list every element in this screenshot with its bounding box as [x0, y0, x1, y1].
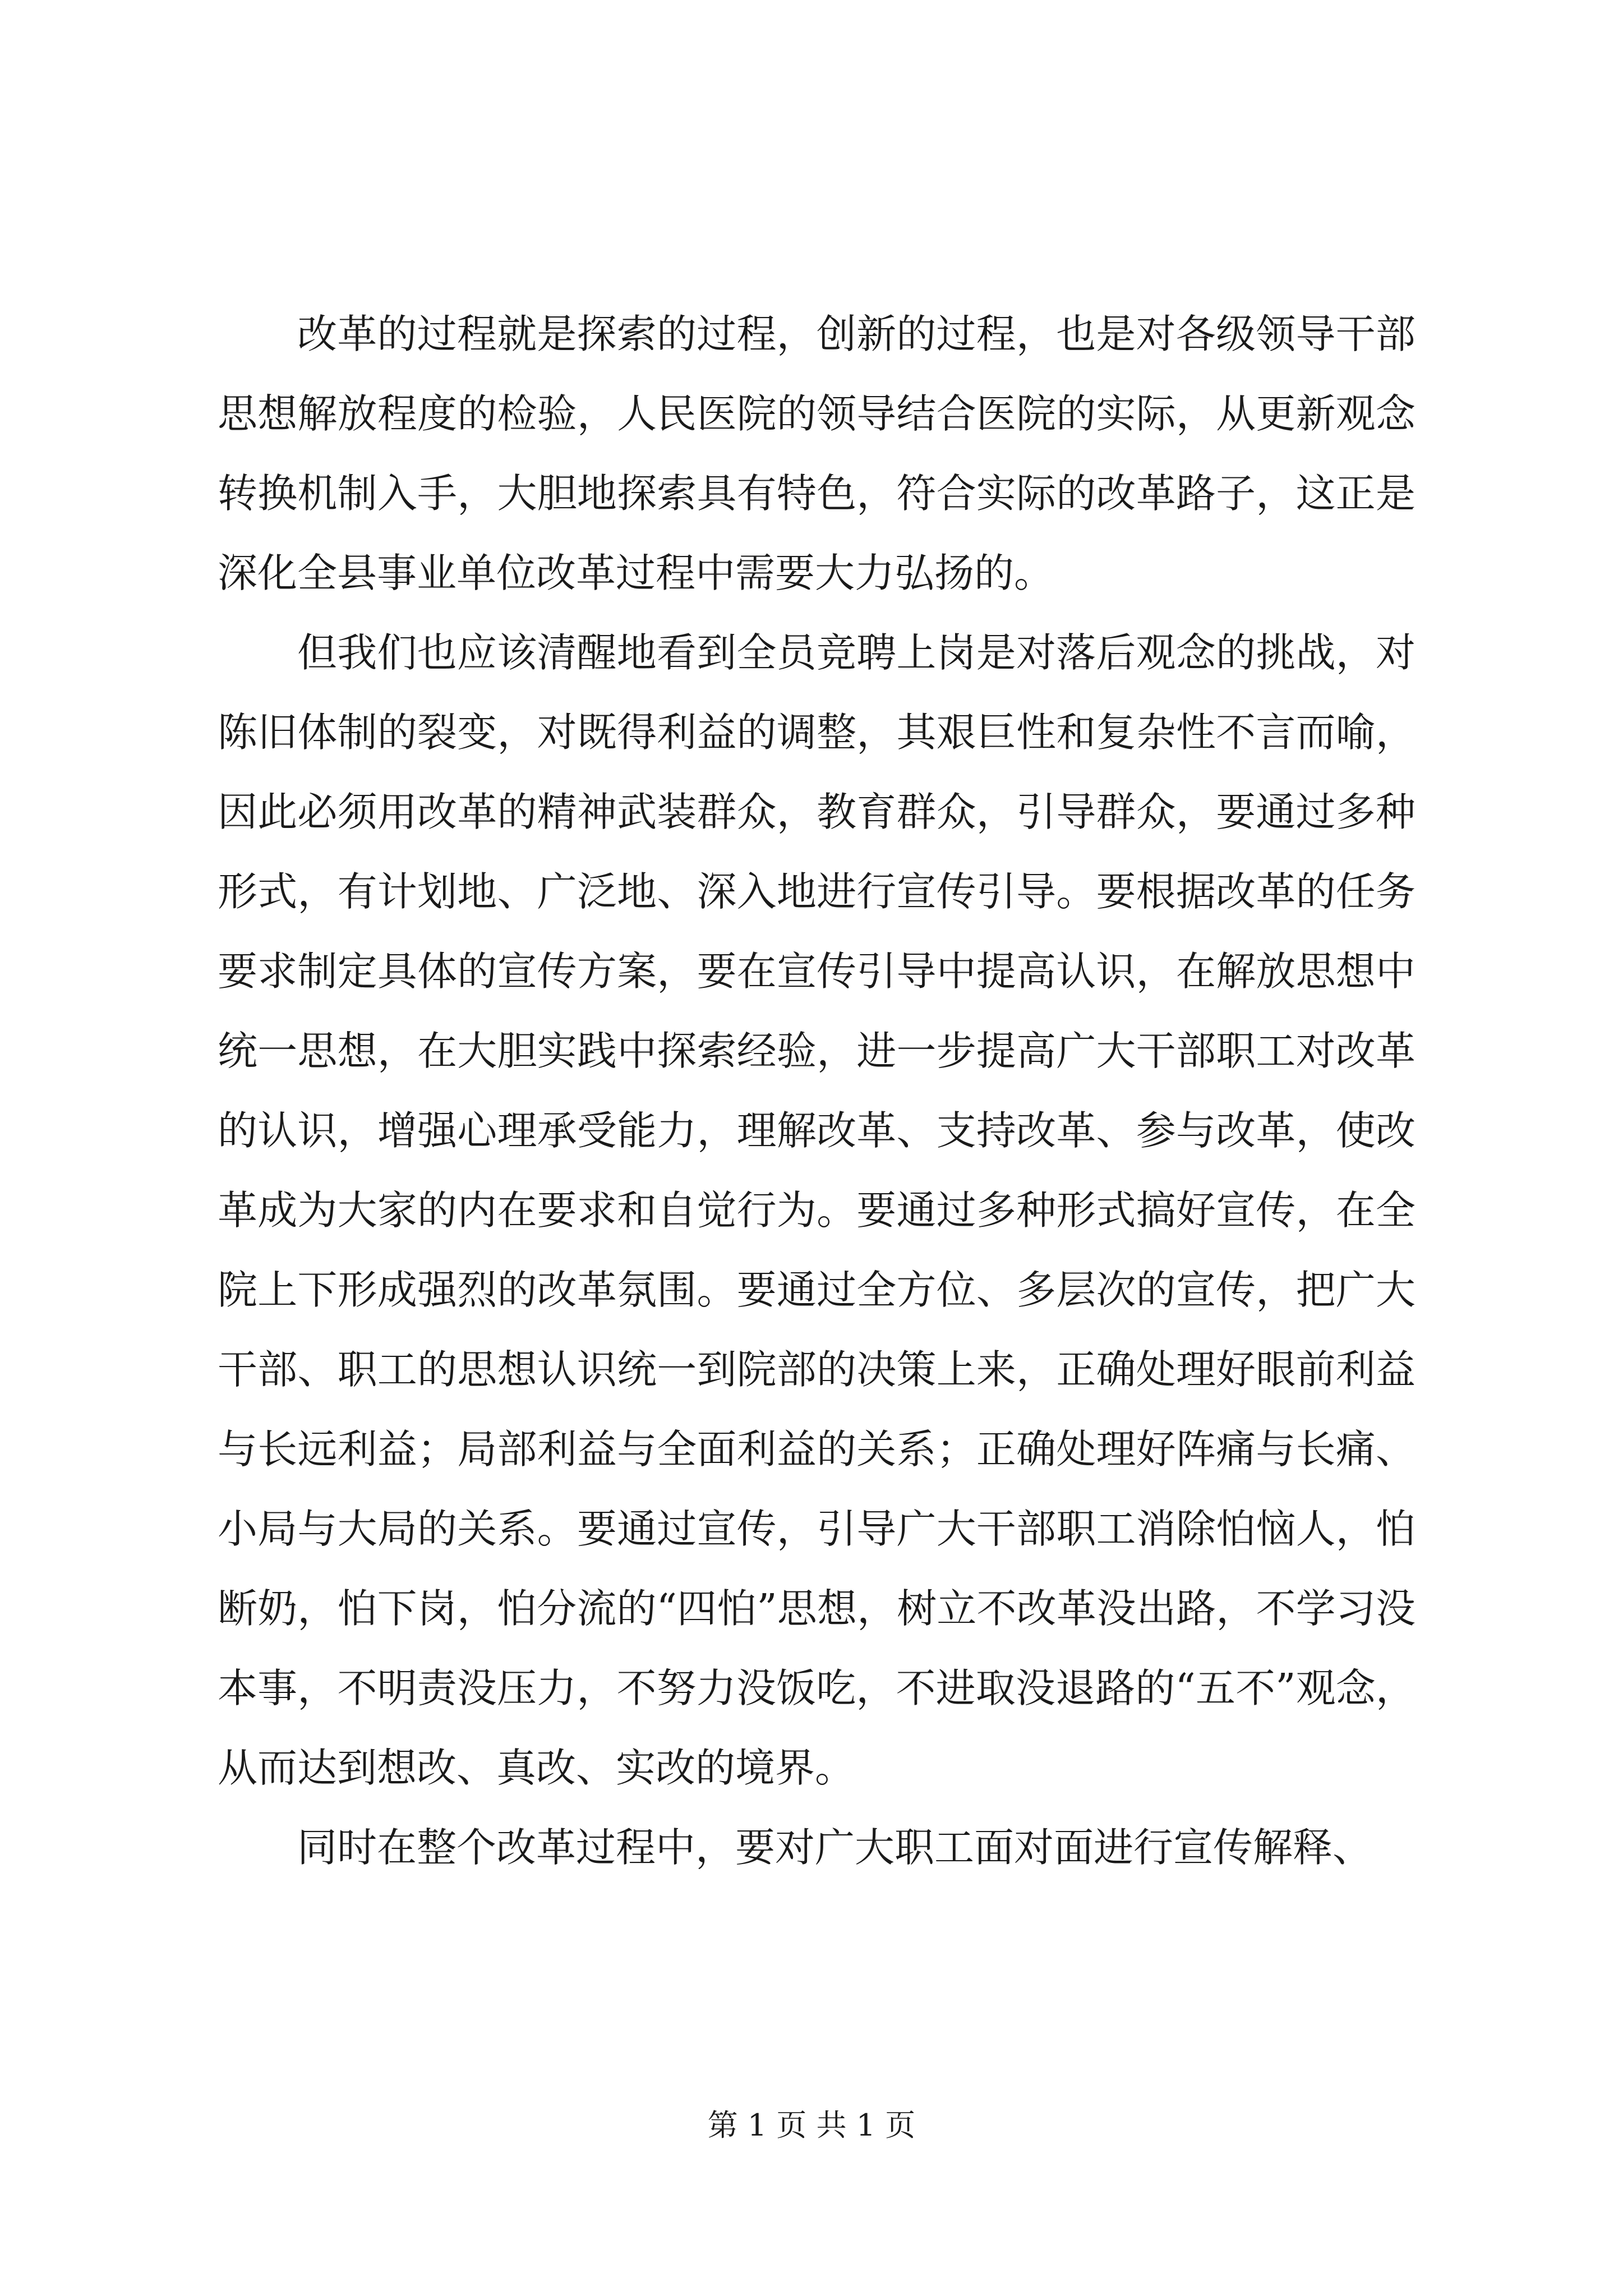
paragraph-3: 同时在整个改革过程中，要对广大职工面对面进行宣传解释、	[297, 1824, 1373, 1871]
paragraph-2: 但我们也应该清醒地看到全员竞聘上岗是对落后观念的挑战，对陈旧体制的裂变，对既得利益的调整，其艰巨性和复杂性不言而喻，因此必须用改革的精神武装群众，教育群众，引导群众，要通过多种形式，有计划地、广泛地、深入地进行宣传引导。要根据改革的任务要求制定具体的宣传方案，要在宣传引导中提高认识，在解放思想中统一思想，在大胆实践中探索经验，进一步提高广大干部职工对改革的认识，增强心理承受能力，理解改革、支持改革、参与改革，使改革成为大家的内在要求和自觉行为。要通过多种形式搞好宣传，在全院上下形成强烈的改革氛围。要通过全方位、多层次的宣传，把广大干部、职工的思想认识统一到院部的决策上来，正确处理好眼前利益与长远利益；局部利益与全面利益的关系；正确处理好阵痛与长痛、小局与大局的关系。要通过宣传，引导广大干部职工消除怕恼人，怕断奶，怕下岗，怕分流的“四怕”思想，树立不改革没出路，不学习没本事，不明责没压力，不努力没饭吃，不进取没退路的“五不”观念，从而达到想改、真改、实改的境界。	[218, 629, 1415, 1791]
page-footer: 第 1 页 共 1 页	[707, 2108, 916, 2143]
document-body	[218, 295, 1415, 1888]
paragraph-1: 改革的过程就是探索的过程，创新的过程，也是对各级领导干部思想解放程度的检验，人民医院的领导结合医院的实际，从更新观念转换机制入手，大胆地探索具有特色，符合实际的改革路子，这正是深化全县事业单位改革过程中需要大力弘扬的。	[218, 311, 1415, 596]
